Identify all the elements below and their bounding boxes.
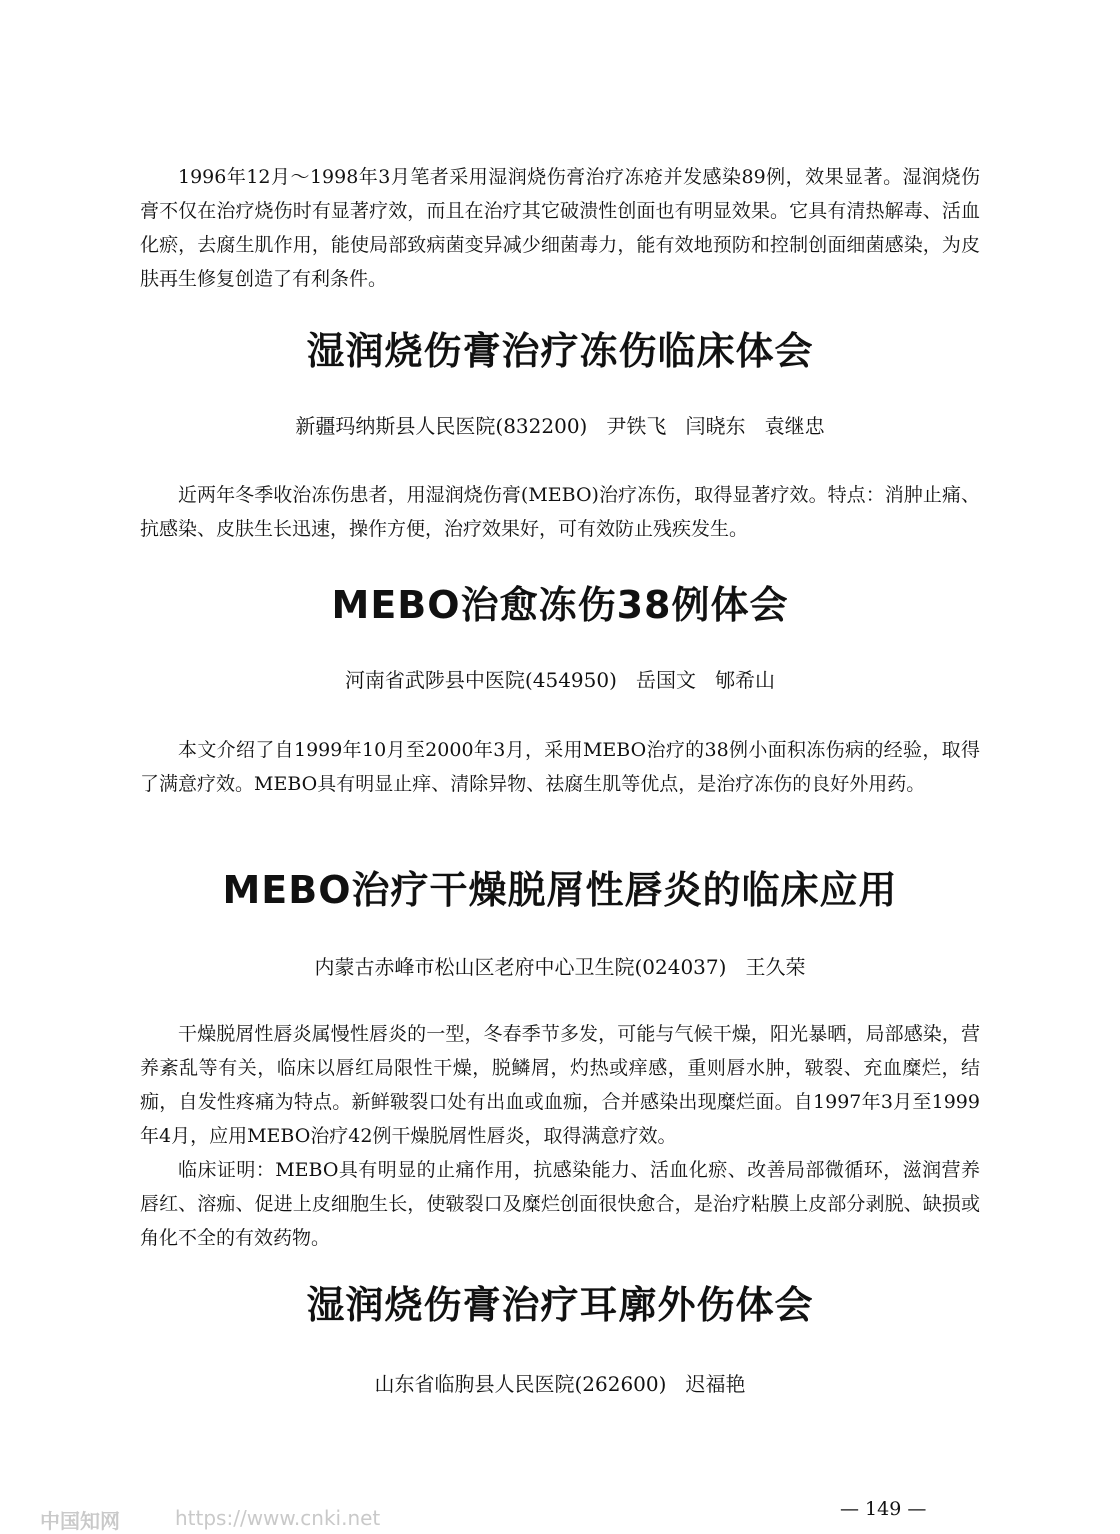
article-title-1: 湿润烧伤膏治疗冻伤临床体会 xyxy=(306,329,814,373)
page-number: — 149 — xyxy=(840,1498,927,1520)
article-byline-1: 新疆玛纳斯县人民医院(832200) 尹铁飞 闫晓东 袁继忠 xyxy=(295,414,825,438)
article-title-2: MEBO治愈冻伤38例体会 xyxy=(331,583,789,627)
article-paragraph-3-1: 干燥脱屑性唇炎属慢性唇炎的一型，冬春季节多发，可能与气候干燥，阳光暴晒，局部感染，营养紊乱等有关，临床以唇红局限性干燥，脱鳞屑，灼热或痒感，重则唇水肿，皲裂、充血糜烂，结痂，自发性疼痛为特点。新鲜皲裂口处有出血或血痂，合并感染出现糜烂面。自1997年3月至1999年4月，应用MEBO治疗42例干燥脱屑性唇炎，取得满意疗效。 xyxy=(140,1023,980,1147)
article-paragraph-2-1: 本文介绍了自1999年10月至2000年3月，采用MEBO治疗的38例小面积冻伤病的经验，取得了满意疗效。MEBO具有明显止痒、清除异物、祛腐生肌等优点，是治疗冻伤的良好外用药。 xyxy=(140,739,980,795)
article-paragraph-1-1: 近两年冬季收治冻伤患者，用湿润烧伤膏(MEBO)治疗冻伤，取得显著疗效。特点：消肿止痛、抗感染、皮肤生长迅速，操作方便，治疗效果好，可有效防止残疾发生。 xyxy=(140,484,980,540)
cnki-url[interactable]: https://www.cnki.net xyxy=(175,1506,381,1530)
article-byline-3: 内蒙古赤峰市松山区老府中心卫生院(024037) 王久荣 xyxy=(314,955,806,979)
article-byline-2: 河南省武陟县中医院(454950) 岳国文 郇希山 xyxy=(344,668,776,692)
article-title-4: 湿润烧伤膏治疗耳廓外伤体会 xyxy=(306,1283,814,1327)
article-byline-4: 山东省临朐县人民医院(262600) 迟福艳 xyxy=(374,1372,746,1396)
cnki-logo: 中国知网 xyxy=(40,1509,120,1533)
article-paragraph-3-2: 临床证明：MEBO具有明显的止痛作用，抗感染能力、活血化瘀、改善局部微循环，滋润营养唇红、溶痂、促进上皮细胞生长，使皲裂口及糜烂创面很快愈合，是治疗粘膜上皮部分剥脱、缺损或角化不全的有效药物。 xyxy=(140,1159,980,1249)
intro-paragraph: 1996年12月～1998年3月笔者采用湿润烧伤膏治疗冻疮并发感染89例，效果显著。湿润烧伤膏不仅在治疗烧伤时有显著疗效，而且在治疗其它破溃性创面也有明显效果。它具有清热解毒、活血化瘀，去腐生肌作用，能使局部致病菌变异减少细菌毒力，能有效地预防和控制创面细菌感染，为皮肤再生修复创造了有利条件。 xyxy=(140,166,980,290)
article-title-3: MEBO治疗干燥脱屑性唇炎的临床应用 xyxy=(222,868,898,912)
